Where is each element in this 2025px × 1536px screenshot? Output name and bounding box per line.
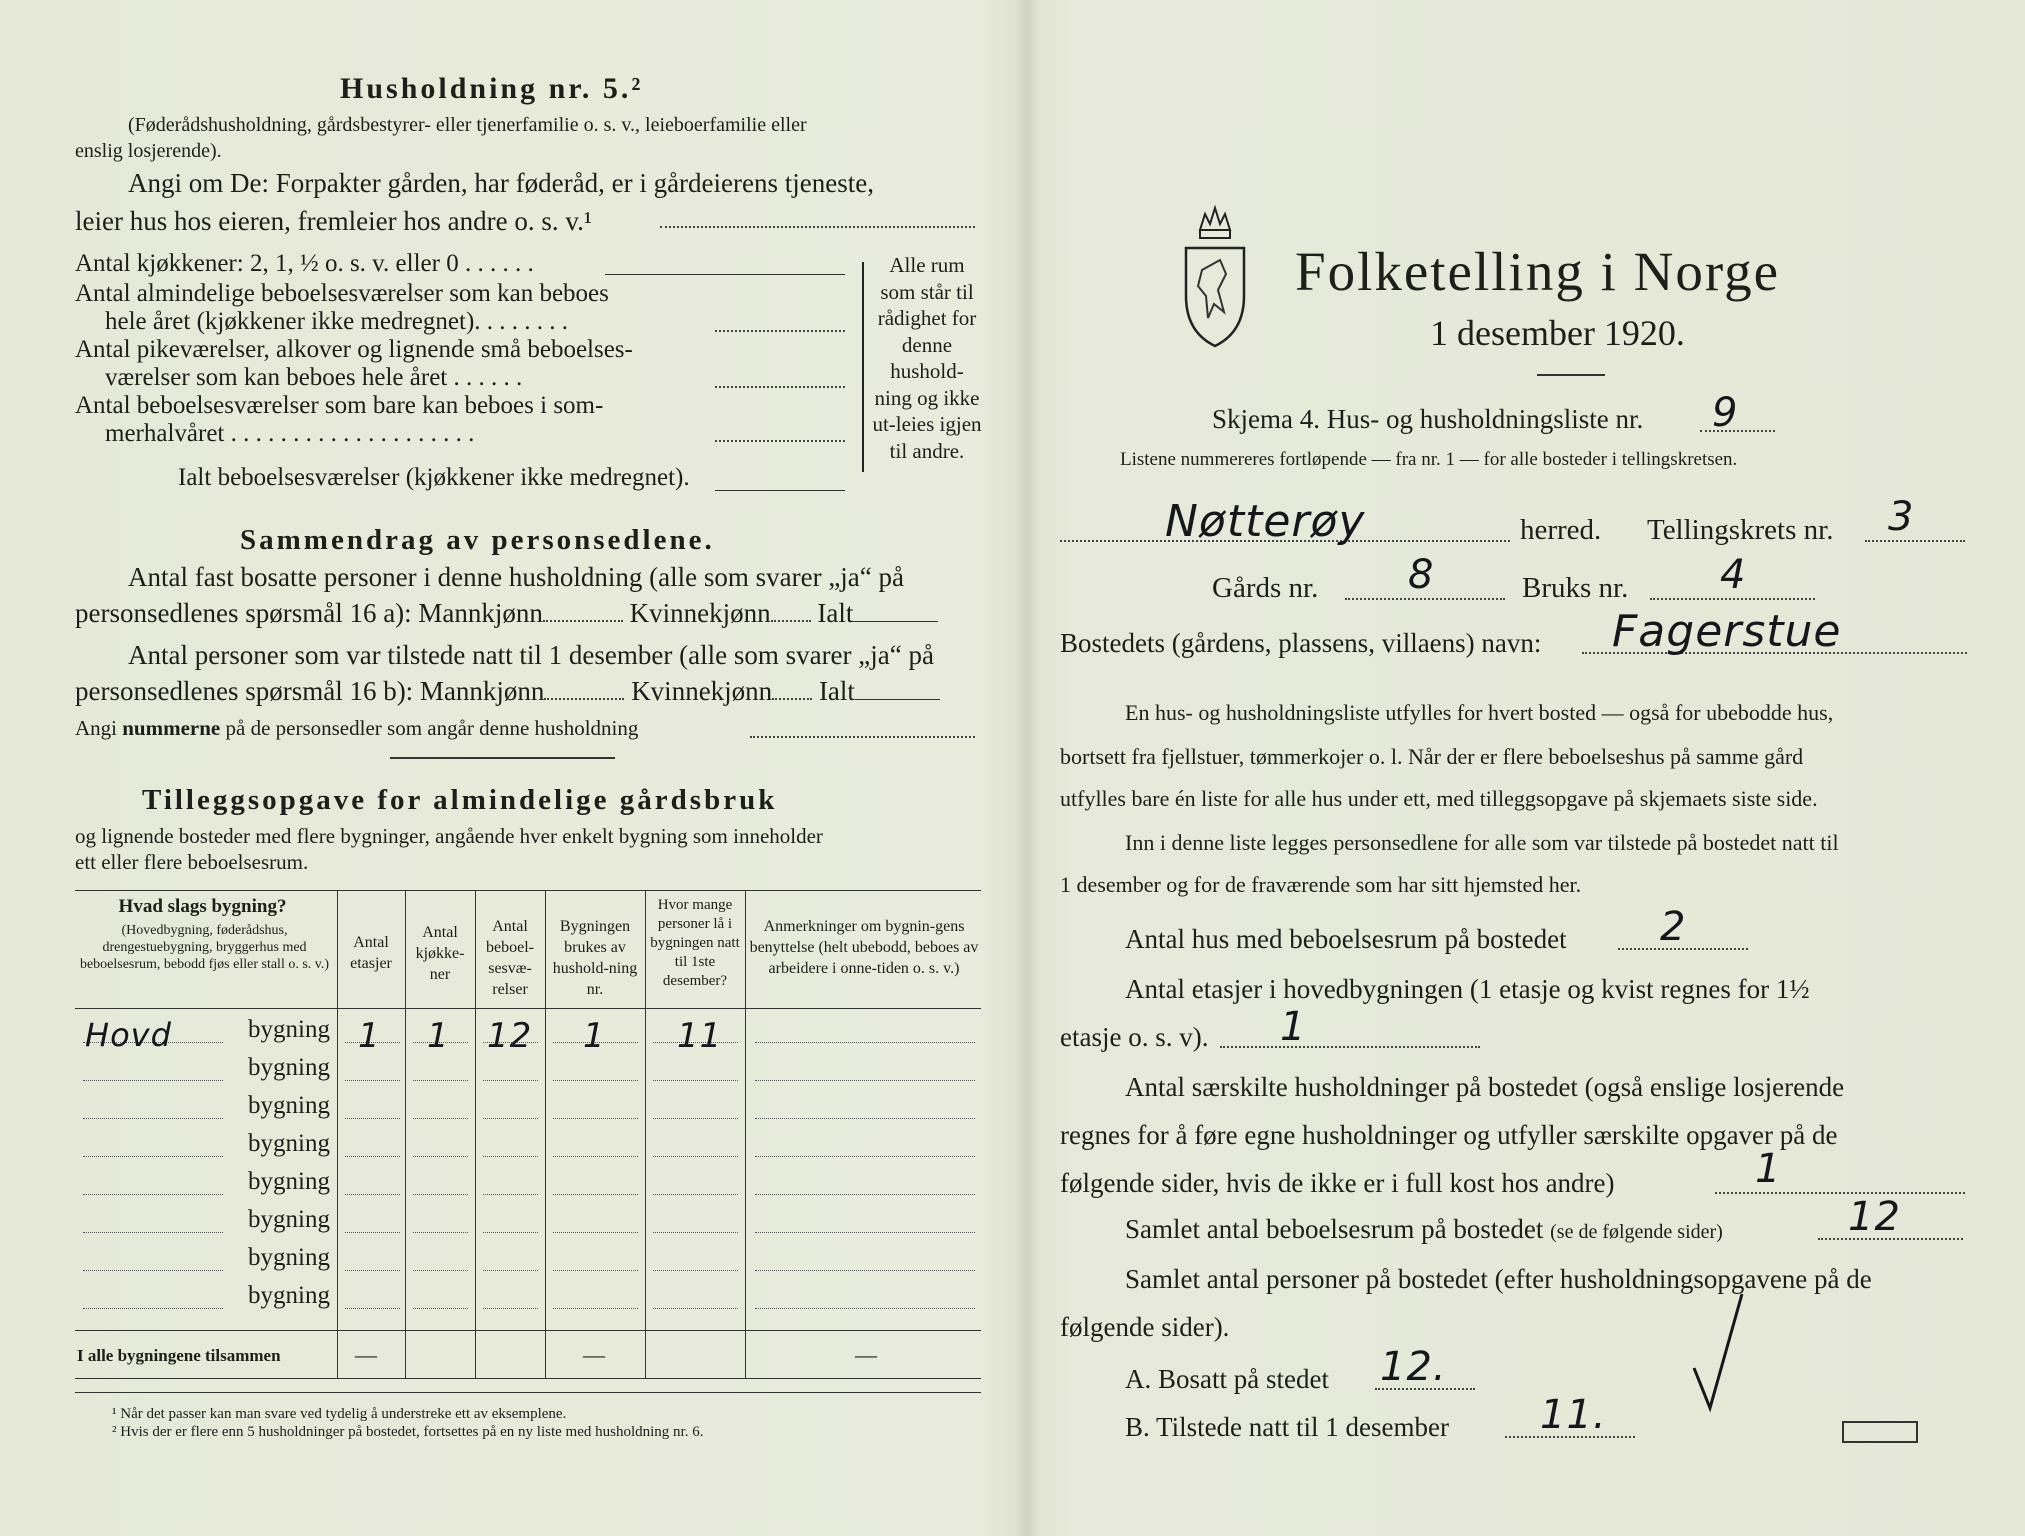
sommer-fill — [715, 440, 845, 442]
bruks-nr: 4 — [1720, 552, 1747, 598]
angi-fill-line — [660, 226, 975, 228]
saerskilte-line-3: følgende sider, hvis de ikke er i full kost hos andre) — [1060, 1168, 1615, 1198]
tilstede-label: B. Tilstede natt til 1 desember — [1125, 1412, 1449, 1442]
rooms-brace — [848, 262, 864, 472]
cell-fill-line — [483, 1232, 538, 1233]
col-header-vaerelser: Antal beboel-sesvæ-relser — [486, 918, 534, 998]
instr1-line-1: En hus- og husholdningsliste utfylles for hvert bosted — også for ubebodde hus, — [1125, 700, 1834, 725]
fast-line-2 — [75, 598, 938, 629]
angi-line-2: leier hus hos eieren, fremleier hos andre o. s. v.¹ — [75, 206, 592, 236]
instr1-line-3: utfylles bare én liste for alle hus under ett, med tilleggsopgave på skjemaets siste side. — [1060, 786, 1818, 811]
cell-fill-line — [553, 1194, 638, 1195]
bruks-label: Bruks nr. — [1522, 572, 1629, 604]
cell-fill-line — [345, 1156, 400, 1157]
instr1-line-2: bortsett fra fjellstuer, tømmerkojer o. l. Når der er flere beboelseshus på samme gård — [1060, 744, 1804, 769]
tillegg-line-1: og lignende bosteder med flere bygninger, angående hver enkelt bygning som inneholder — [75, 824, 823, 848]
tilstede-kvinne-label: Kvinnekjønn — [631, 676, 773, 706]
cell-fill-line — [553, 1118, 638, 1119]
cell-fill-line — [553, 1080, 638, 1081]
total-dash-1: — — [355, 1342, 377, 1367]
cell-fill-line — [413, 1308, 468, 1309]
col-header-type-desc: (Hovedbygning, føderådshus, drengestuebygning, bryggerhus med beboelsesrum, bebodd fjøs eller stall o. s. v.) — [79, 923, 330, 972]
row-label-bygning: bygning — [248, 1168, 330, 1195]
tilstede-mann-label: personsedlenes spørsmål 16 b): Mannkjønn — [75, 676, 545, 706]
tilstede-value: 11. — [1540, 1392, 1607, 1438]
row-label-bygning: bygning — [248, 1054, 330, 1081]
alm-fill — [715, 330, 845, 332]
row-fill-line — [83, 1118, 223, 1119]
cell-fill-line — [345, 1308, 400, 1309]
fast-ialt-label: Ialt — [817, 598, 854, 628]
row-fill-line — [83, 1270, 223, 1271]
cell-fill-line — [653, 1156, 738, 1157]
footnote-1: ¹ Når det passer kan man svare ved tydelig å understreke ett av eksemplene. — [112, 1406, 567, 1422]
cell-fill-line — [653, 1232, 738, 1233]
row-label-bygning: bygning — [248, 1282, 330, 1309]
col-header-anmerkninger: Anmerkninger om bygnin-gens benyttelse (helt ubebodd, beboes av arbeidere i onne-tiden o. s. v.) — [749, 918, 979, 977]
ialt-label: Ialt beboelsesværelser (kjøkkener ikke medregnet). — [178, 464, 690, 491]
cell-fill-line — [755, 1194, 975, 1195]
cell-fill-line — [413, 1118, 468, 1119]
pike-label-1: Antal pikeværelser, alkover og lignende små beboelses- — [75, 336, 633, 363]
ialt-fill — [715, 490, 845, 491]
cell-fill-line — [345, 1232, 400, 1233]
census-date: 1 desember 1920. — [1430, 313, 1685, 353]
cell-fill-line — [345, 1118, 400, 1119]
rooms-side-note: Alle rum som står til rådighet for denne hushold-ning og ikke ut-leies igjen til andre. — [872, 253, 982, 463]
cell-fill-line — [413, 1194, 468, 1195]
cell-fill-line — [553, 1232, 638, 1233]
samlet-pers-line-2: følgende sider). — [1060, 1312, 1230, 1342]
angi-prefix: Angi — [75, 716, 117, 740]
sommer-label-1: Antal beboelsesværelser som bare kan beboes i som- — [75, 392, 604, 419]
col-header-kjokkener: Antal kjøkke-ner — [415, 924, 465, 983]
gards-nr: 8 — [1408, 552, 1435, 598]
cell-fill-line — [755, 1270, 975, 1271]
tillegg-heading: Tilleggsopgave for almindelige gårdsbruk — [142, 784, 778, 816]
sommer-label-2: merhalvåret . . . . . . . . . . . . . . . . . . . . — [105, 420, 475, 447]
skjema-nr: 9 — [1712, 390, 1739, 436]
checkmark-icon — [1690, 1290, 1750, 1420]
samlet-rum-value: 12 — [1848, 1194, 1901, 1240]
cell-fill-line — [653, 1308, 738, 1309]
table-bottom-rule — [75, 1378, 981, 1379]
cell-fill-line — [553, 1156, 638, 1157]
row1-kjokkener: 1 — [427, 1016, 450, 1056]
kjokkener-label: Antal kjøkkener: 2, 1, ½ o. s. v. eller 0 . . . . . . — [75, 250, 534, 277]
fast-kvinne-label: Kvinnekjønn — [629, 598, 771, 628]
bosted-name: Fagerstue — [1612, 606, 1842, 657]
row-label-bygning: bygning — [248, 1130, 330, 1157]
household-subtitle: (Føderådshusholdning, gårdsbestyrer- eller tjenerfamilie o. s. v., leieboerfamilie eller — [128, 114, 807, 136]
col-header-brukes: Bygningen brukes av hushold-ning nr. — [552, 918, 638, 998]
saerskilte-line-1: Antal særskilte husholdninger på bostedet (også enslige losjerende — [1125, 1072, 1845, 1102]
total-dash-3: — — [855, 1342, 877, 1367]
angi-suffix: på de personsedler som angår denne husholdning — [225, 716, 639, 740]
cell-fill-line — [483, 1118, 538, 1119]
tellingskrets-label: Tellingskrets nr. — [1647, 514, 1834, 546]
footnote-2: ² Hvis der er flere enn 5 husholdninger på bostedet, fortsettes på en ny liste med husholdning nr. 6. — [112, 1424, 704, 1440]
total-dash-2: — — [583, 1342, 605, 1367]
cell-fill-line — [483, 1156, 538, 1157]
cell-fill-line — [755, 1042, 975, 1043]
household-subtitle-2: enslig losjerende). — [75, 140, 222, 162]
etasjer-line-2: etasje o. s. v). — [1060, 1022, 1209, 1052]
angi-bold: nummerne — [122, 716, 221, 740]
total-label: I alle bygningene tilsammen — [77, 1346, 281, 1365]
row1-vaerelser: 12 — [487, 1016, 533, 1056]
samlet-rum-label — [1125, 1214, 1723, 1245]
angi-nummerne-fill — [750, 736, 975, 738]
section-divider — [390, 757, 615, 759]
tilstede-line-1: Antal personer som var tilstede natt til 1 desember (alle som svarer „ja“ på — [128, 640, 934, 670]
tilstede-ialt-label: Ialt — [818, 676, 855, 706]
gards-label: Gårds nr. — [1212, 572, 1319, 604]
row-fill-line — [83, 1194, 223, 1195]
cell-fill-line — [413, 1270, 468, 1271]
fast-line-1: Antal fast bosatte personer i denne husholdning (alle som svarer „ja“ på — [128, 562, 904, 592]
fast-mann-label: personsedlenes spørsmål 16 a): Mannkjønn — [75, 598, 543, 628]
cell-fill-line — [413, 1232, 468, 1233]
row-label-bygning: bygning — [248, 1244, 330, 1271]
saerskilte-line-2: regnes for å føre egne husholdninger og utfyller særskilte opgaver på de — [1060, 1120, 1838, 1150]
table-top-rule — [75, 890, 981, 891]
angi-line-1: Angi om De: Forpakter gården, har føderåd, er i gårdeierens tjeneste, — [128, 168, 874, 198]
antal-hus-label: Antal hus med beboelsesrum på bostedet — [1125, 924, 1567, 954]
cell-fill-line — [755, 1308, 975, 1309]
cell-fill-line — [483, 1308, 538, 1309]
alm-label-2: hele året (kjøkkener ikke medregnet). . . . . . . . — [105, 308, 569, 335]
samlet-rum-text: Samlet antal beboelsesrum på bostedet — [1125, 1214, 1544, 1244]
cell-fill-line — [653, 1270, 738, 1271]
row1-husholdning: 1 — [583, 1016, 606, 1056]
etasjer-line-1: Antal etasjer i hovedbygningen (1 etasje og kvist regnes for 1½ — [1125, 974, 1810, 1004]
row-label-bygning: bygning — [248, 1092, 330, 1119]
skjema-label: Skjema 4. Hus- og husholdningsliste nr. — [1212, 404, 1644, 434]
table-total-rule — [75, 1330, 981, 1331]
alm-label-1: Antal almindelige beboelsesværelser som kan beboes — [75, 280, 609, 307]
instr2-line-2: 1 desember og for de fraværende som har sitt hjemsted her. — [1060, 872, 1582, 897]
bosted-label: Bostedets (gårdens, plassens, villaens) navn: — [1060, 628, 1542, 658]
etasjer-value: 1 — [1280, 1004, 1307, 1050]
samlet-pers-line-1: Samlet antal personer på bostedet (efter husholdningsopgavene på de — [1125, 1264, 1872, 1294]
cell-fill-line — [483, 1080, 538, 1081]
listene-note: Listene nummereres fortløpende — fra nr. 1 — for alle bosteder i tellingskretsen. — [1120, 449, 1738, 470]
household-title: Husholdning nr. 5.² — [340, 72, 644, 105]
tellingskrets-nr: 3 — [1888, 494, 1915, 540]
row-label-bygning: bygning — [248, 1016, 330, 1043]
page-fold — [1015, 0, 1039, 1536]
cell-fill-line — [653, 1194, 738, 1195]
cell-fill-line — [345, 1270, 400, 1271]
bosatt-label: A. Bosatt på stedet — [1125, 1364, 1329, 1394]
row1-personer: 11 — [677, 1016, 723, 1056]
census-title: Folketelling i Norge — [1295, 241, 1781, 302]
buildings-table — [75, 890, 981, 1380]
samlet-rum-note: (se de følgende sider) — [1550, 1221, 1723, 1243]
pike-fill — [715, 386, 845, 388]
cell-fill-line — [413, 1080, 468, 1081]
cell-fill-line — [553, 1270, 638, 1271]
kjokkener-fill — [605, 274, 845, 275]
row-fill-line — [83, 1308, 223, 1309]
printer-stamp-icon — [1842, 1421, 1918, 1443]
row-fill-line — [83, 1232, 223, 1233]
herred-name: Nøtterøy — [1165, 496, 1366, 547]
col-header-type: Hvad slags bygning? — [118, 896, 287, 917]
col-header-personer: Hvor mange personer lå i bygningen natt til 1ste desember? — [650, 897, 740, 989]
row1-handwritten-type: Hovd — [85, 1016, 172, 1054]
saerskilte-value: 1 — [1755, 1146, 1782, 1192]
cell-fill-line — [483, 1194, 538, 1195]
tillegg-line-2: ett eller flere beboelsesrum. — [75, 850, 309, 874]
cell-fill-line — [483, 1270, 538, 1271]
row-fill-line — [83, 1156, 223, 1157]
pike-label-2: værelser som kan beboes hele året . . . . . . — [105, 364, 523, 391]
angi-nummerne — [75, 716, 638, 741]
herred-label: herred. — [1520, 514, 1602, 546]
row-label-bygning: bygning — [248, 1206, 330, 1233]
cell-fill-line — [755, 1156, 975, 1157]
col-header-etasjer: Antal etasjer — [350, 934, 392, 972]
sammendrag-heading: Sammendrag av personsedlene. — [240, 524, 715, 556]
norway-crest-icon — [1180, 200, 1250, 350]
tilstede-line-2 — [75, 676, 940, 707]
cell-fill-line — [755, 1118, 975, 1119]
cell-fill-line — [755, 1080, 975, 1081]
cell-fill-line — [345, 1194, 400, 1195]
table-header-rule — [75, 1008, 981, 1009]
row1-etasjer: 1 — [358, 1016, 381, 1056]
antal-hus-value: 2 — [1660, 904, 1687, 950]
cell-fill-line — [653, 1080, 738, 1081]
cell-fill-line — [345, 1080, 400, 1081]
instr2-line-1: Inn i denne liste legges personsedlene for alle som var tilstede på bostedet natt til — [1125, 830, 1839, 855]
bosatt-value: 12. — [1380, 1344, 1447, 1390]
row-fill-line — [83, 1080, 223, 1081]
cell-fill-line — [653, 1118, 738, 1119]
cell-fill-line — [755, 1232, 975, 1233]
cell-fill-line — [553, 1308, 638, 1309]
cell-fill-line — [413, 1156, 468, 1157]
